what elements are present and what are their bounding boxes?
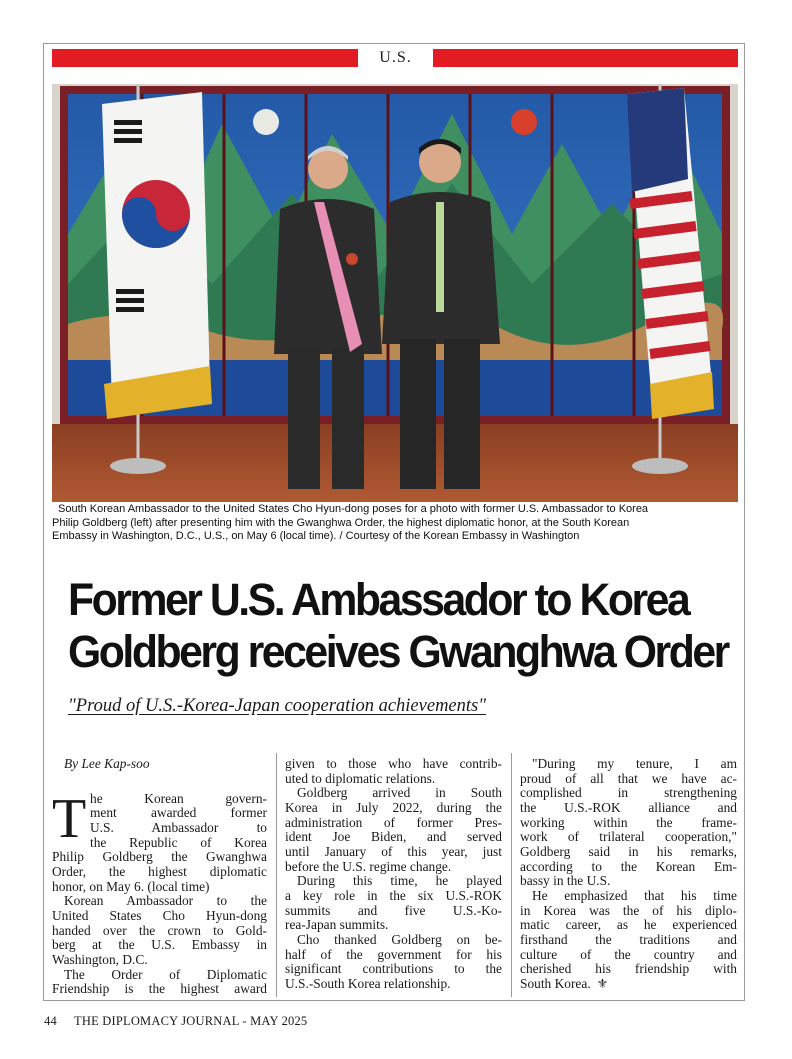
- text-line: half of the government for his: [285, 946, 502, 962]
- article-column-1: [52, 757, 267, 997]
- text-line: he Korean govern-: [90, 790, 267, 806]
- text-line: proud of all that we have ac-: [520, 770, 737, 786]
- text-line: matic career, as he experienced: [520, 917, 737, 933]
- text-line: summits and five U.S.-Ko-: [285, 902, 502, 918]
- text-line: United States Cho Hyun-dong: [52, 907, 267, 923]
- text-line: cherished his friendship with: [520, 961, 737, 977]
- column-divider: [276, 753, 277, 997]
- text-line: Friendship is the highest award: [52, 981, 267, 997]
- section-label: U.S.: [379, 49, 412, 66]
- text-line: During this time, he played: [297, 873, 502, 889]
- text-line: U.S. Ambassador to: [90, 819, 267, 835]
- article-photo: [52, 84, 738, 502]
- caption-line: Embassy in Washington, D.C., U.S., on May 6 (local time). / Courtesy of the Korean Embassy in Washington: [52, 530, 580, 542]
- section-bar-right: [433, 49, 738, 67]
- text-line: The Order of Diplomatic: [64, 966, 267, 982]
- text-line: significant contributions to the: [285, 961, 502, 977]
- text-line: South Korea.: [520, 975, 591, 991]
- text-line: Philip Goldberg the Gwanghwa: [52, 849, 267, 865]
- text-line: He emphasized that his time: [532, 887, 737, 903]
- caption-line: Philip Goldberg (left) after presenting him with the Gwanghwa Order, the highest diplomatic honor, at the South Korean: [52, 516, 630, 529]
- text-line: work of trilateral cooperation,": [520, 829, 737, 845]
- text-line: culture of the country and: [520, 946, 737, 962]
- article-column-3: [520, 757, 737, 992]
- text-line: Order, the highest diplomatic: [52, 863, 267, 879]
- text-line: the U.S.-ROK alliance and: [520, 799, 737, 815]
- page-footer: [44, 1014, 307, 1029]
- section-header: [52, 49, 738, 67]
- photo-illustration: [52, 84, 738, 502]
- text-line: in Korea was the of his diplo-: [520, 902, 737, 918]
- column-divider: [511, 753, 512, 997]
- section-bar-left: [52, 49, 358, 67]
- caption-line: South Korean Ambassador to the United States Cho Hyun-dong poses for a photo with former U.S. Ambassador to Korea: [58, 503, 649, 515]
- headline-line-1: Former U.S. Ambassador to Korea: [68, 574, 689, 625]
- text-line: ident Joe Biden, and served: [285, 829, 502, 845]
- article-headline: [68, 574, 728, 678]
- headline-line-2: Goldberg receives Gwanghwa Order: [68, 626, 728, 677]
- text-line: a key role in the six U.S.-ROK: [285, 887, 502, 903]
- text-line: Korea in July 2022, during the: [285, 799, 502, 815]
- text-line: complished in strengthening: [520, 785, 737, 801]
- text-line: ment awarded former: [90, 805, 267, 821]
- text-line: Goldberg said in his remarks,: [520, 843, 737, 859]
- photo-caption: [52, 503, 742, 544]
- text-line: U.S.-South Korea relationship.: [285, 975, 451, 991]
- text-line: bassy in the U.S.: [520, 873, 611, 889]
- text-line: Washington, D.C.: [52, 951, 148, 967]
- text-line: according to the Korean Em-: [520, 858, 737, 874]
- text-line: uted to diplomatic relations.: [285, 770, 436, 786]
- text-line: "During my tenure, I am: [532, 756, 737, 771]
- text-line: before the U.S. regime change.: [285, 858, 452, 874]
- text-line: until January of this year, just: [285, 843, 502, 859]
- article-subhead: "Proud of U.S.-Korea-Japan cooperation achievements": [68, 696, 486, 716]
- text-line: Goldberg arrived in South: [297, 785, 502, 801]
- page-number: 44: [44, 1014, 57, 1028]
- publication-name: THE DIPLOMACY JOURNAL - MAY 2025: [74, 1014, 308, 1028]
- text-line-final: [520, 977, 737, 992]
- text-line: berg at the U.S. Embassy in: [52, 937, 267, 953]
- text-line: given to those who have contrib-: [285, 756, 502, 771]
- text-line: working within the frame-: [520, 814, 737, 830]
- text-line: firsthand the traditions and: [520, 931, 737, 947]
- text-line: handed over the crown to Gold-: [52, 922, 267, 938]
- byline: By Lee Kap-soo: [64, 756, 150, 771]
- article-column-2: [285, 757, 502, 992]
- drop-cap: T: [52, 787, 87, 850]
- text-line: administration of former Pres-: [285, 814, 502, 830]
- text-line: Cho thanked Goldberg on be-: [297, 931, 502, 947]
- text-line: rea-Japan summits.: [285, 917, 389, 933]
- end-of-article-icon: ⚜: [596, 975, 609, 991]
- text-line: Korean Ambassador to the: [64, 893, 267, 909]
- text-line: honor, on May 6. (local time): [52, 878, 210, 894]
- text-line: the Republic of Korea: [90, 834, 267, 850]
